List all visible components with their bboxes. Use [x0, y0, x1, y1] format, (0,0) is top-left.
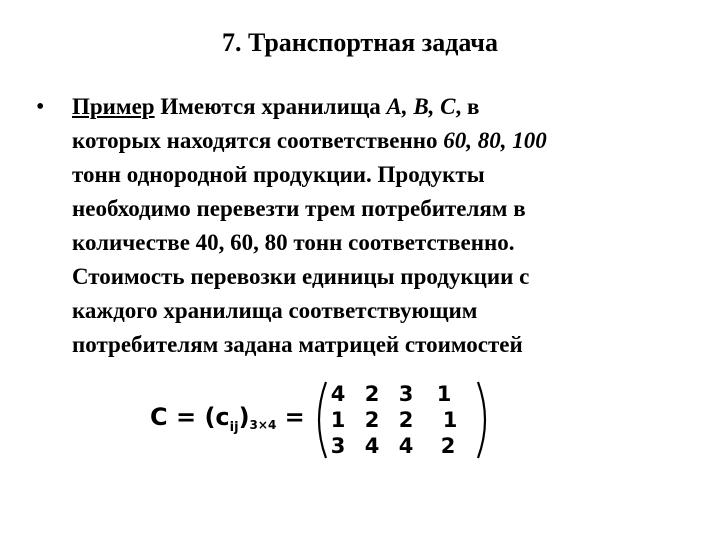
text-segment: тонн однородной продукции. Продукты [72, 162, 485, 187]
text-segment: количестве 40, 60, 80 тонн соответственно. [72, 230, 515, 255]
bullet-line [72, 124, 692, 158]
bullet-line [72, 90, 692, 124]
formula-paren-close: ) [238, 403, 250, 431]
text-segment: потребителям задана матрицей стоимостей [72, 332, 523, 357]
text-segment: необходимо перевезти трем потребителям в [72, 196, 526, 221]
formula-lhs [150, 402, 305, 443]
bullet-line [72, 328, 692, 362]
text-segment: Имеются хранилища [154, 94, 387, 119]
bullet-line [72, 294, 692, 328]
formula-c-symbol: c [215, 403, 230, 431]
matrix-cell: 1 [330, 408, 346, 432]
matrix-cell: 1 [442, 408, 458, 432]
formula-equals-2: = [284, 403, 305, 431]
bullet-symbol: • [36, 94, 45, 120]
matrix-cell: 3 [330, 434, 346, 458]
formula-variable: C [150, 403, 168, 431]
text-segment: , в [455, 94, 480, 119]
matrix-cell: 1 [436, 382, 452, 406]
matrix-right-paren [474, 380, 494, 460]
formula-dimension: 3×4 [249, 418, 277, 432]
formula-equals: = [175, 403, 197, 431]
formula-paren-open: ( [204, 403, 216, 431]
slide-title: 7. Транспортная задача [222, 28, 498, 57]
matrix-cell: 4 [364, 434, 380, 458]
text-segment: каждого хранилища соответствующим [72, 298, 478, 323]
bullet-line [72, 158, 692, 192]
matrix-cell: 4 [330, 382, 346, 406]
text-segment: 60, 80, 100 [443, 128, 547, 153]
matrix-cell: 2 [398, 408, 414, 432]
text-segment: A, B, C [386, 94, 456, 119]
bullet-line [72, 260, 692, 294]
cost-matrix-formula [150, 380, 510, 460]
text-segment: Пример [72, 94, 155, 119]
text-segment: которых находятся соответственно [72, 128, 444, 153]
matrix-cell: 4 [398, 434, 414, 458]
bullet-text [72, 90, 692, 362]
cost-matrix [310, 380, 490, 460]
matrix-cell: 3 [398, 382, 414, 406]
matrix-cell: 2 [364, 382, 380, 406]
bullet-line [72, 192, 692, 226]
matrix-cell: 2 [364, 408, 380, 432]
formula-c-index: ij [229, 419, 239, 435]
bullet-line [72, 226, 692, 260]
text-segment: Стоимость перевозки единицы продукции с [72, 264, 530, 289]
matrix-cell: 2 [440, 434, 456, 458]
